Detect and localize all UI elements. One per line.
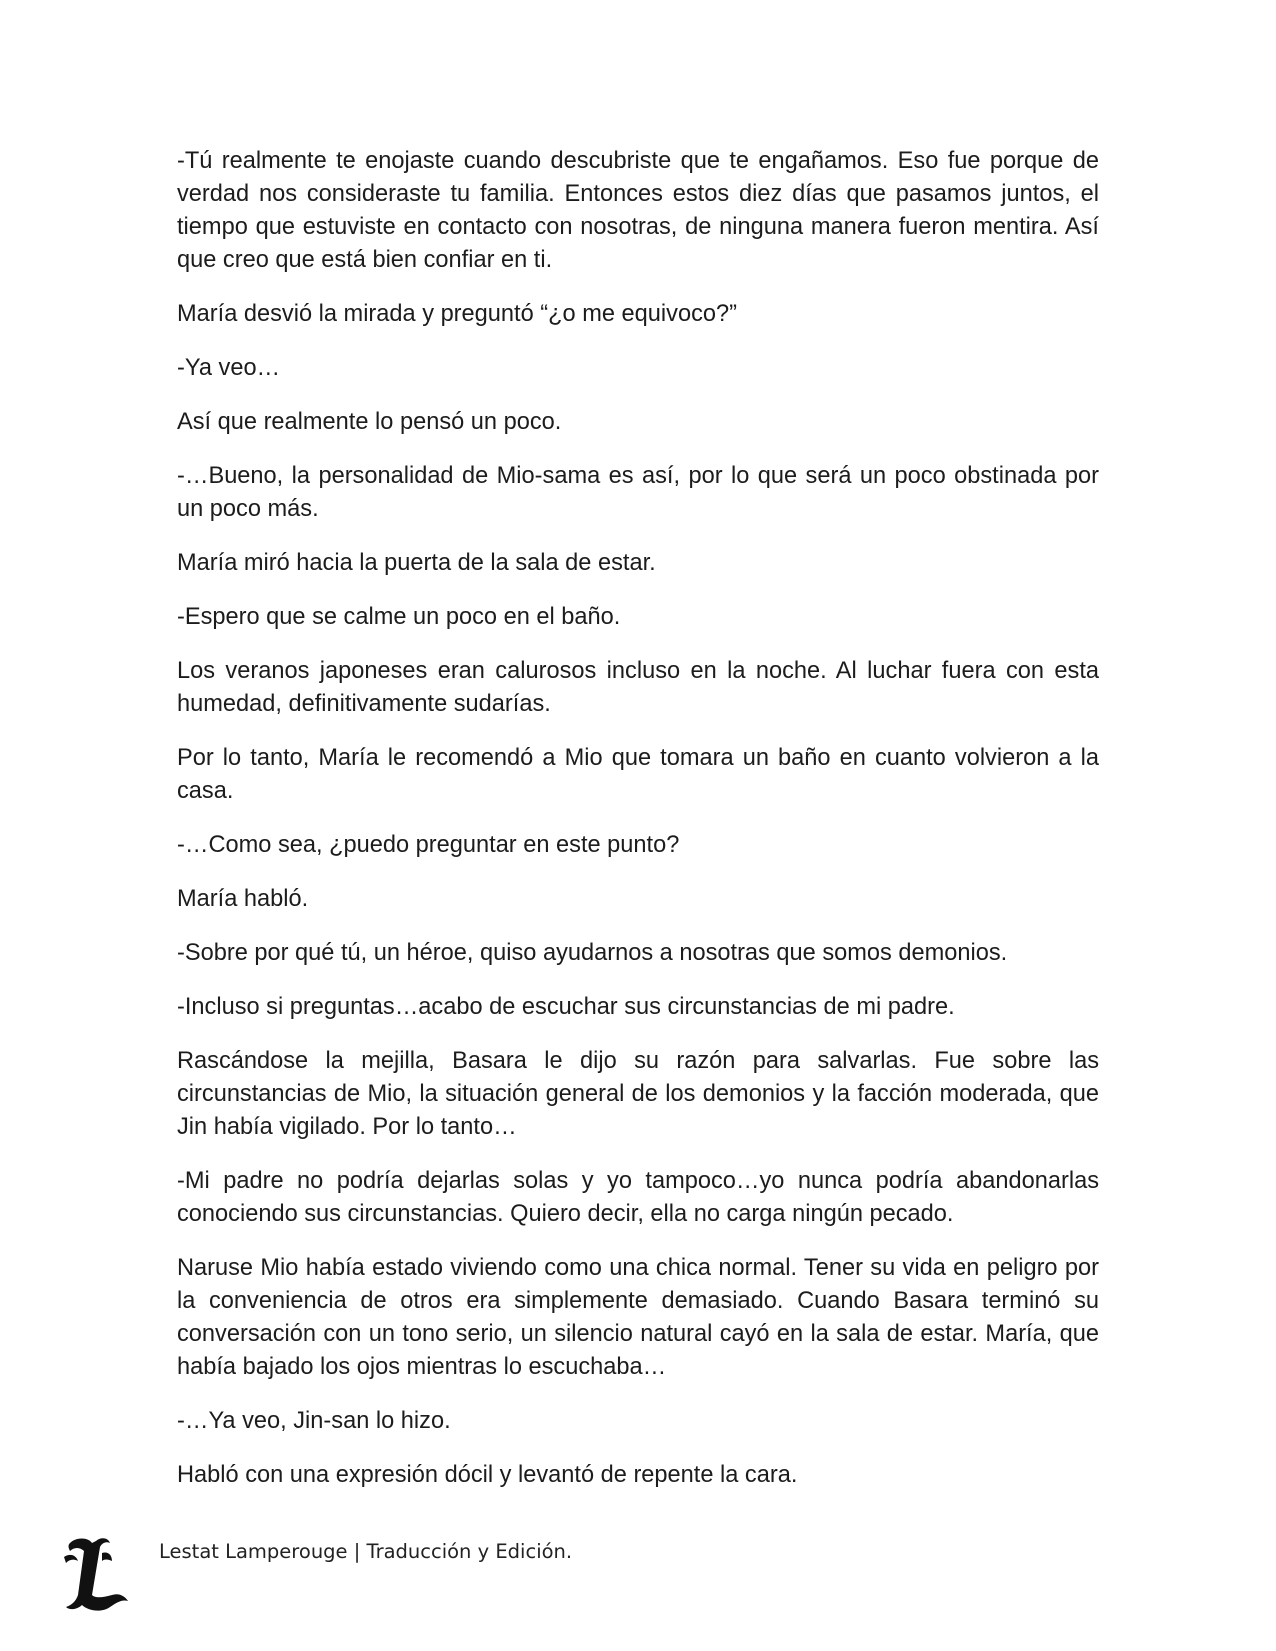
paragraph: María miró hacia la puerta de la sala de estar. xyxy=(177,550,656,576)
footer-credit: Lestat Lamperouge | Traducción y Edición. xyxy=(159,1540,573,1563)
paragraph: -Espero que se calme un poco en el baño. xyxy=(177,604,621,630)
page-footer xyxy=(62,1535,762,1615)
paragraph: -…Ya veo, Jin-san lo hizo. xyxy=(177,1408,451,1434)
body-text xyxy=(177,145,1099,1513)
paragraph: Los veranos japoneses eran calurosos incluso en la noche. Al luchar fuera con esta humedad, definitivamente sudarías. xyxy=(177,658,1099,717)
paragraph: Rascándose la mejilla, Basara le dijo su razón para salvarlas. Fue sobre las circunstancias de Mio, la situación general de los demonios y la facción moderada, que Jin había vigilado. Por lo tanto… xyxy=(177,1048,1099,1140)
paragraph: María desvió la mirada y preguntó “¿o me equivoco?” xyxy=(177,301,737,327)
paragraph: -…Como sea, ¿puedo preguntar en este punto? xyxy=(177,832,680,858)
paragraph: -…Bueno, la personalidad de Mio-sama es así, por lo que será un poco obstinada por un poco más. xyxy=(177,463,1099,522)
paragraph: -Sobre por qué tú, un héroe, quiso ayudarnos a nosotras que somos demonios. xyxy=(177,940,1008,966)
paragraph: Habló con una expresión dócil y levantó de repente la cara. xyxy=(177,1462,798,1488)
paragraph: -Ya veo… xyxy=(177,355,281,381)
paragraph: -Tú realmente te enojaste cuando descubriste que te engañamos. Eso fue porque de verdad nos consideraste tu familia. Entonces estos diez días que pasamos juntos, el tiempo que estuviste en contacto con nosotras, de ninguna manera fueron mentira. Así que creo que está bien confiar en ti. xyxy=(177,148,1099,273)
paragraph: Por lo tanto, María le recomendó a Mio que tomara un baño en cuanto volvieron a la casa. xyxy=(177,745,1099,804)
paragraph: María habló. xyxy=(177,886,309,912)
paragraph: -Incluso si preguntas…acabo de escuchar sus circunstancias de mi padre. xyxy=(177,994,955,1020)
paragraph: -Mi padre no podría dejarlas solas y yo tampoco…yo nunca podría abandonarlas conociendo sus circunstancias. Quiero decir, ella no carga ningún pecado. xyxy=(177,1168,1099,1227)
paragraph: Así que realmente lo pensó un poco. xyxy=(177,409,562,435)
paragraph: Naruse Mio había estado viviendo como una chica normal. Tener su vida en peligro por la conveniencia de otros era simplemente demasiado. Cuando Basara terminó su conversación con un tono serio, un silencio natural cayó en la sala de estar. María, que había bajado los ojos mientras lo escuchaba… xyxy=(177,1255,1099,1380)
gothic-l-logo-icon xyxy=(62,1535,132,1615)
